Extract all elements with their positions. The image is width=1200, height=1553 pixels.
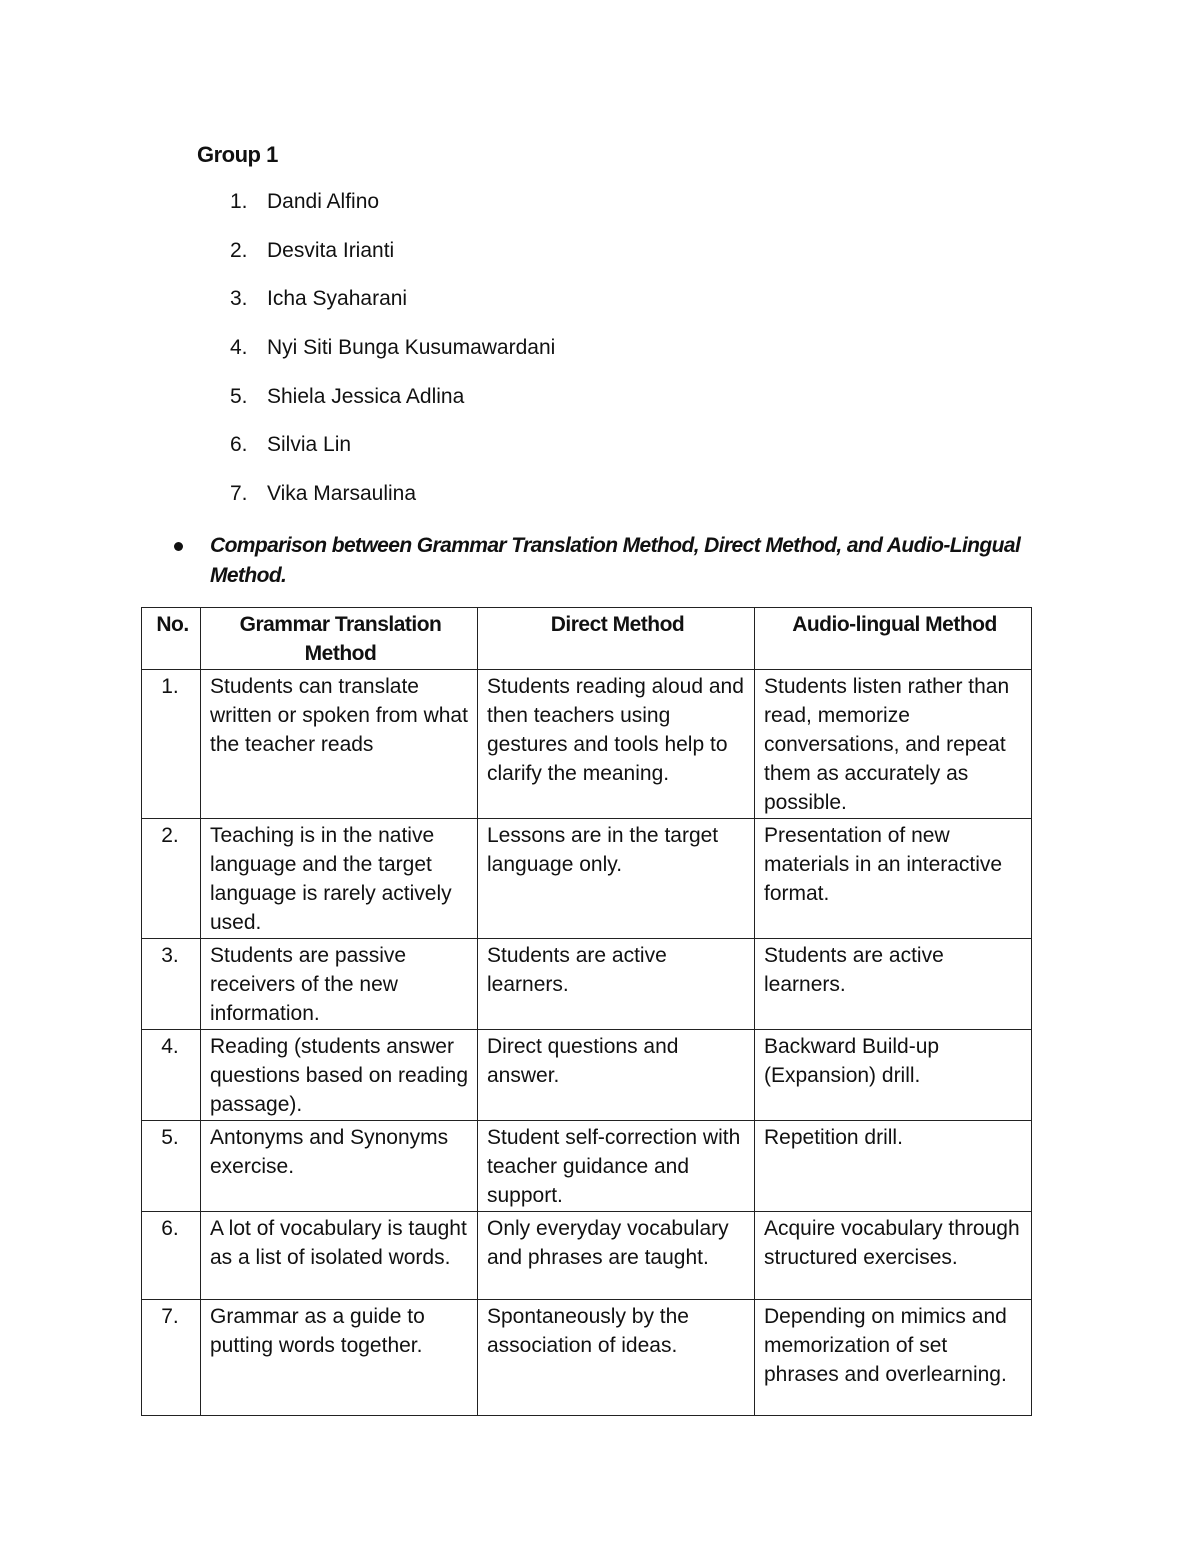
list-item	[230, 285, 555, 334]
cell-gtm: Reading (students answer questions based on reading passage).	[201, 1030, 478, 1121]
cell-alm: Students listen rather than read, memorize conversations, and repeat them as accurately as possible.	[755, 670, 1032, 819]
cell-dm: Student self-correction with teacher guidance and support.	[478, 1121, 755, 1212]
list-item	[230, 480, 555, 529]
cell-alm: Students are active learners.	[755, 939, 1032, 1030]
cell-alm: Backward Build-up (Expansion) drill.	[755, 1030, 1032, 1121]
cell-no: 4.	[142, 1030, 201, 1121]
member-name: Icha Syaharani	[267, 287, 408, 311]
table-row	[142, 1121, 1032, 1212]
member-list	[230, 188, 555, 529]
table-row	[142, 1212, 1032, 1300]
comparison-table	[141, 607, 1032, 1416]
cell-no: 3.	[142, 939, 201, 1030]
member-name: Vika Marsaulina	[267, 482, 417, 506]
cell-alm: Depending on mimics and memorization of set phrases and overlearning.	[755, 1300, 1032, 1416]
list-number: 2.	[230, 238, 248, 262]
cell-gtm: Antonyms and Synonyms exercise.	[201, 1121, 478, 1212]
member-name: Nyi Siti Bunga Kusumawardani	[267, 336, 556, 360]
table-header-row	[142, 608, 1032, 670]
comparison-heading	[170, 531, 1050, 591]
heading-text: Comparison between Grammar Translation Method, Direct Method, and Audio-Lingual Method.	[210, 534, 1021, 587]
cell-gtm: A lot of vocabulary is taught as a list of isolated words.	[201, 1212, 478, 1300]
header-audio-lingual: Audio-lingual Method	[755, 608, 1032, 670]
cell-dm: Only everyday vocabulary and phrases are taught.	[478, 1212, 755, 1300]
cell-dm: Lessons are in the target language only.	[478, 819, 755, 939]
header-no: No.	[142, 608, 201, 670]
cell-alm: Acquire vocabulary through structured exercises.	[755, 1212, 1032, 1300]
member-name: Dandi Alfino	[267, 190, 380, 213]
list-number: 1.	[230, 190, 248, 213]
list-item	[230, 431, 555, 480]
cell-dm: Students reading aloud and then teachers using gestures and tools help to clarify the meaning.	[478, 670, 755, 819]
cell-dm: Students are active learners.	[478, 939, 755, 1030]
list-item	[230, 334, 555, 383]
cell-gtm: Students are passive receivers of the new information.	[201, 939, 478, 1030]
table-row	[142, 1030, 1032, 1121]
list-number: 4.	[230, 336, 248, 360]
cell-gtm: Teaching is in the native language and the target language is rarely actively used.	[201, 819, 478, 939]
group-title: Group 1	[197, 142, 278, 167]
list-number: 6.	[230, 433, 248, 457]
table-row	[142, 670, 1032, 819]
cell-gtm: Grammar as a guide to putting words together.	[201, 1300, 478, 1416]
cell-no: 2.	[142, 819, 201, 939]
list-number: 5.	[230, 384, 248, 408]
list-item	[230, 188, 555, 237]
cell-dm: Direct questions and answer.	[478, 1030, 755, 1121]
cell-alm: Repetition drill.	[755, 1121, 1032, 1212]
header-direct-method: Direct Method	[478, 608, 755, 670]
member-name: Shiela Jessica Adlina	[267, 384, 465, 408]
cell-no: 5.	[142, 1121, 201, 1212]
cell-alm: Presentation of new materials in an interactive format.	[755, 819, 1032, 939]
cell-no: 6.	[142, 1212, 201, 1300]
table-row	[142, 939, 1032, 1030]
header-grammar-translation: Grammar Translation Method	[201, 608, 478, 670]
bullet-icon	[174, 542, 183, 551]
member-name: Desvita Irianti	[267, 238, 395, 262]
list-number: 7.	[230, 482, 248, 506]
member-name: Silvia Lin	[267, 433, 352, 457]
list-item	[230, 383, 555, 432]
list-item	[230, 237, 555, 286]
cell-no: 7.	[142, 1300, 201, 1416]
cell-gtm: Students can translate written or spoken from what the teacher reads	[201, 670, 478, 819]
cell-no: 1.	[142, 670, 201, 819]
list-number: 3.	[230, 287, 248, 311]
table-row	[142, 1300, 1032, 1416]
cell-dm: Spontaneously by the association of ideas.	[478, 1300, 755, 1416]
table-row	[142, 819, 1032, 939]
